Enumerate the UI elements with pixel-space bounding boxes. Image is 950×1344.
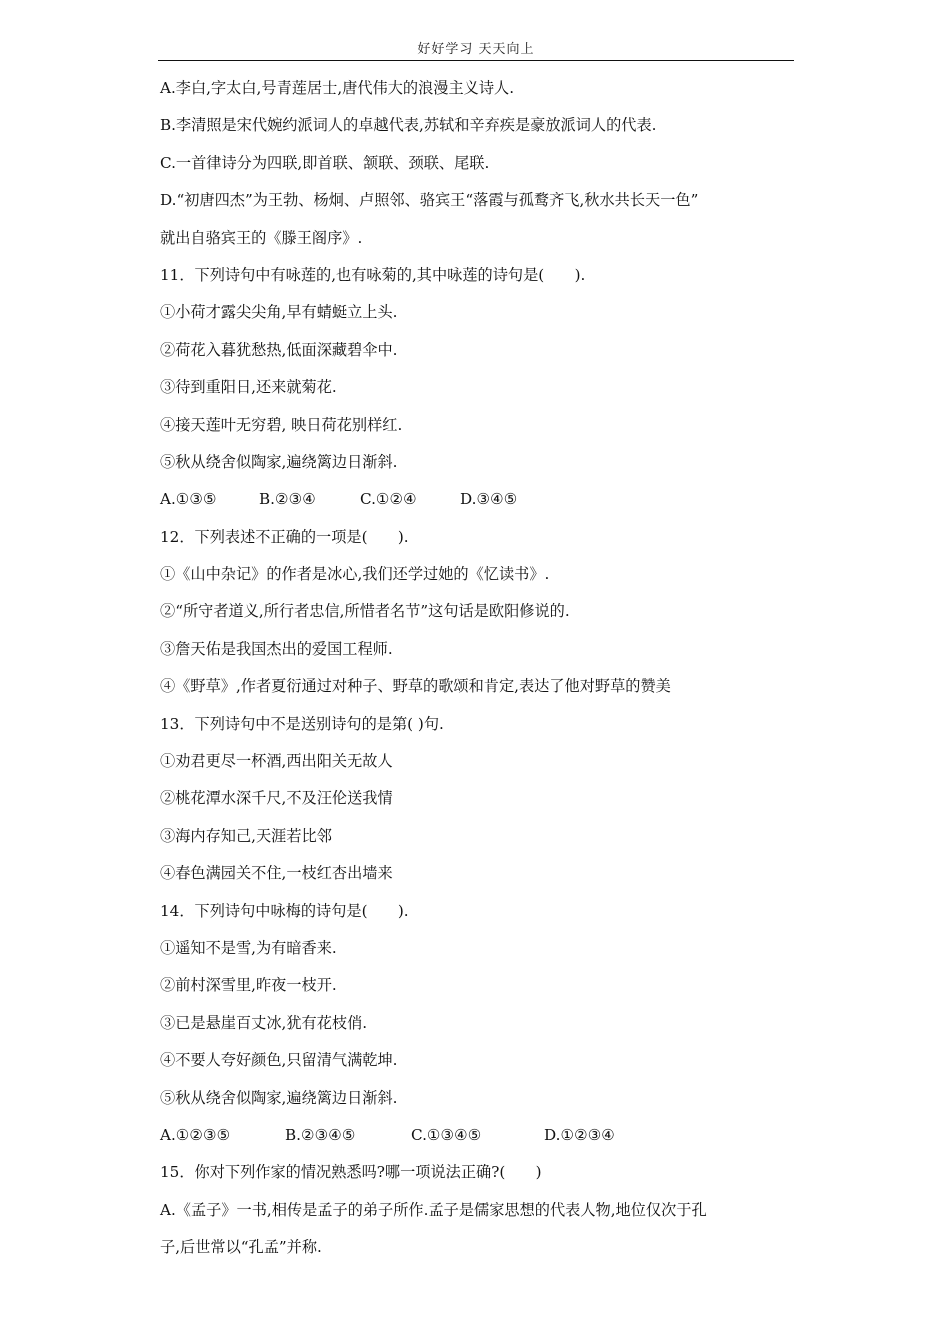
q11-option-a: A.①③⑤ — [160, 490, 217, 509]
q15-stem: 15．你对下列作家的情况熟悉吗?哪一项说法正确?( ) — [160, 1163, 542, 1182]
q10-option-b: B.李清照是宋代婉约派词人的卓越代表,苏轼和辛弃疾是豪放派词人的代表. — [160, 116, 657, 135]
q12-item: ④《野草》,作者夏衍通过对种子、野草的歌颂和肯定,表达了他对野草的赞美 — [160, 677, 671, 696]
q11-options — [160, 489, 794, 509]
q12-item: ①《山中杂记》的作者是冰心,我们还学过她的《忆读书》. — [160, 565, 550, 584]
q13-item: ②桃花潭水深千尺,不及汪伦送我情 — [160, 789, 393, 808]
q14-option-b: B.②③④⑤ — [285, 1125, 356, 1144]
q14-option-a: A.①②③⑤ — [160, 1125, 231, 1144]
q13-item: ④春色满园关不住,一枝红杏出墙来 — [160, 864, 393, 883]
q10-option-a: A.李白,字太白,号青莲居士,唐代伟大的浪漫主义诗人. — [160, 79, 515, 97]
q14-item: ④不要人夸好颜色,只留清气满乾坤. — [160, 1051, 398, 1070]
q12-stem: 12．下列表述不正确的一项是( ). — [160, 527, 409, 546]
q14-item: ⑤秋从绕舍似陶家,遍绕篱边日渐斜. — [160, 1088, 398, 1107]
q12-item: ②“所守者道义,所行者忠信,所惜者名节”这句话是欧阳修说的. — [160, 602, 570, 621]
q15-option-a-continued: 子,后世常以“孔孟”并称. — [160, 1238, 322, 1257]
document-body — [160, 78, 794, 1275]
q10-option-c: C.一首律诗分为四联,即首联、颔联、颈联、尾联. — [160, 153, 490, 172]
q11-option-c: C.①②④ — [360, 490, 417, 509]
q13-stem: 13．下列诗句中不是送别诗句的是第( )句. — [160, 714, 444, 733]
q12-item: ③詹天佑是我国杰出的爱国工程师. — [160, 639, 393, 658]
q15-option-a: A.《孟子》一书,相传是孟子的弟子所作.孟子是儒家思想的代表人物,地位仅次于孔 — [160, 1200, 707, 1219]
q11-item: ④接天莲叶无穷碧, 映日荷花别样红. — [160, 415, 403, 434]
q11-item: ②荷花入暮犹愁热,低面深藏碧伞中. — [160, 340, 398, 359]
q11-item: ⑤秋从绕舍似陶家,遍绕篱边日渐斜. — [160, 452, 398, 471]
q14-stem: 14．下列诗句中咏梅的诗句是( ). — [160, 901, 409, 920]
q11-option-d: D.③④⑤ — [460, 490, 518, 509]
q11-option-b: B.②③④ — [259, 490, 316, 509]
q14-item: ③已是悬崖百丈冰,犹有花枝俏. — [160, 1013, 368, 1032]
q14-item: ②前村深雪里,昨夜一枝开. — [160, 976, 337, 995]
q14-option-c: C.①③④⑤ — [411, 1125, 482, 1144]
q13-item: ③海内存知己,天涯若比邻 — [160, 826, 332, 845]
q11-stem: 11．下列诗句中有咏莲的,也有咏菊的,其中咏莲的诗句是( ). — [160, 265, 586, 284]
q10-option-d-continued: 就出自骆宾王的《滕王阁序》. — [160, 228, 363, 247]
q14-item: ①遥知不是雪,为有暗香来. — [160, 938, 337, 957]
q10-option-d: D.“初唐四杰”为王勃、杨炯、卢照邻、骆宾王“落霞与孤鹜齐飞,秋水共长天一色” — [160, 191, 699, 210]
q14-option-d: D.①②③④ — [544, 1125, 615, 1144]
q14-options — [160, 1125, 794, 1145]
q11-item: ①小荷才露尖尖角,早有蜻蜓立上头. — [160, 303, 398, 322]
page-header: 好好学习 天天向上 — [158, 38, 794, 61]
q11-item: ③待到重阳日,还来就菊花. — [160, 378, 337, 397]
q13-item: ①劝君更尽一杯酒,西出阳关无故人 — [160, 752, 393, 771]
